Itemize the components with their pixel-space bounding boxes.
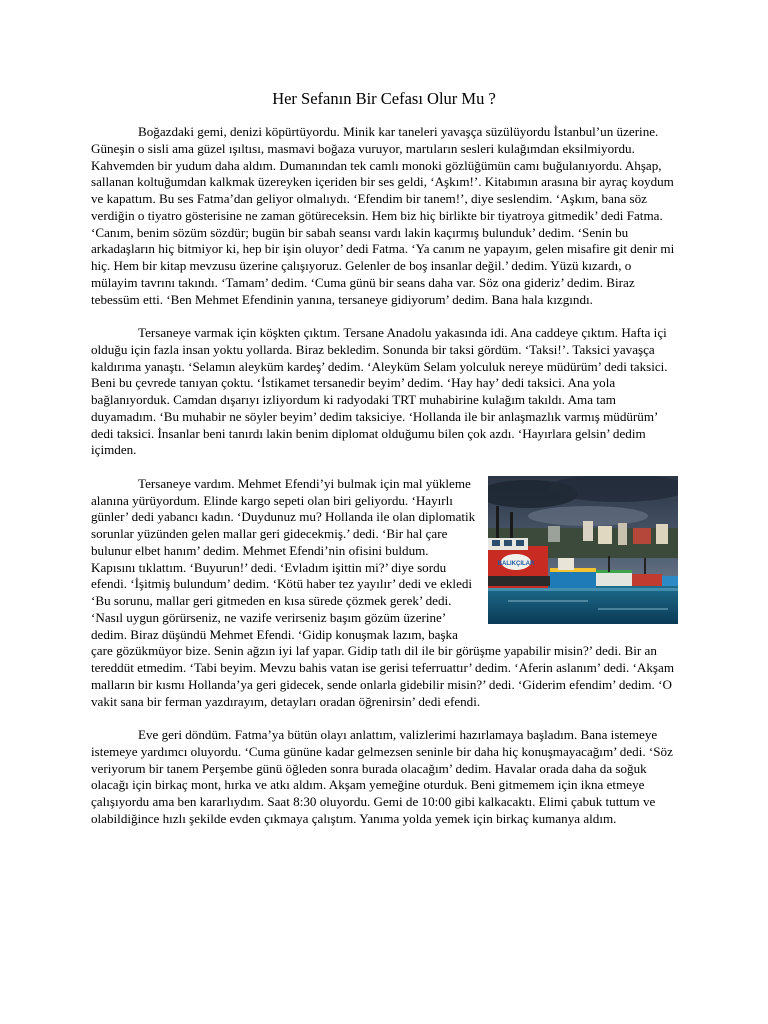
document-body [91,124,678,828]
paragraph-4: Eve geri döndüm. Fatma’ya bütün olayı anlattım, valizlerimi hazırlamaya başladım. Bana istemeye istemeye yardımcı oluyordu. ‘Cuma gününe kadar gelmezsen seninle bir daha hiç konuşmayacağım’ dedi. ‘Söz veriyorum bir tanem Perşembe günü öğleden sonra burada olacağım’ dedim. Havalar orada daha da soğuk olacağı için birkaç mont, hırka ve atkı aldım. Akşam yemeğine oturduk. Beni gitmemem için ikna etmeye çalışıyordu ama ben kararlıydım. Saat 8:30 oluyordu. Gemi de 10:00 gibi kalkacaktı. Elimi çabuk tuttum ve olabildiğince hızlı şekilde evden çıkmaya çalıştım. Yanıma yolda yemek için birkaç kumanya aldım. [91,727,673,826]
document-title: Her Sefanın Bir Cefası Olur Mu ? [272,89,496,108]
boat-sign-text: BALIKÇILAR [497,560,535,567]
harbor-boat-photo [488,476,678,624]
paragraph-3: Tersaneye vardım. Mehmet Efendi’yi bulmak için mal yükleme alanına yürüyordum. Elinde kargo sepeti olan biri geliyordu. ‘Hayırlı günler’ dedi yabancı kadın. ‘Duydunuz mu? Hollanda ile olan diplomatik sorunlar yüzünden gelen mallar geri gidecekmiş.’ dedi. ‘Bir hal çare bulunur elbet hanım’ dedim. Mehmet Efendi’nin ofisini buldum. Kapısını tıklattım. ‘Buyurun!’ dedi. ‘Evladım işittin mi?’ diye sordu efendi. ‘İşitmiş bulundum’ dedim. ‘Kötü haber tez yayılır’ dedi ve ekledi ‘Bu sorunu, mallar geri gitmeden en kısa sürede çözmek gerek’ dedi. ‘Nasıl uygun görürseniz, ne vazife verirseniz başım gözüm üzerine’ dedim. Biraz düşündü Mehmet Efendi. ‘Gidip konuşmak lazım, başka çare gözükmüyor bize. Senin ağzın iyi laf yapar. Gidip tatlı dil ile bir görüşme yapabilir misin?’ dedi. Bir an tereddüt etmedim. ‘Tabi beyim. Mevzu bahis vatan ise gerisi teferruattır’ dedim. ‘Aferin aslanım’ dedi. ‘Akşam malların bir kısmı Hollanda’ya geri gidecek, sende onlarla gidebilir misin?’ dedi. ‘Giderim efendim’ dedim. ‘O vakit sana bir ferman yazdırayım, detayları oradan öğrenirsin’ dedi efendi. [91,475,675,709]
paragraph-1: Boğazdaki gemi, denizi köpürtüyordu. Minik kar taneleri yavaşça süzülüyordu İstanbul’un üzerine. Güneşin o sisli ama güzel ışıltısı, masmavi boğaza vuruyor, martıların sesleri kulağımdan eksilmiyordu. Kahvemden bir yudum daha aldım. Dumanından tek camlı monoki gözlüğümün camı buğulanıyordu. Ahşap, sallanan koltuğumdan kalkmak üzereyken içeriden bir ses geldi, ‘Aşkım!’. Kitabımın arasına bir ayraç koydum ve kapattım. Bu ses Fatma’dan geliyor olmalıydı. ‘Efendim bir tanem!’, diye seslendim. ‘Aşkım, bana söz verdiğin o tiyatro gösterisine ne zaman götüreceksin. Hem biz hiç birlikte bir tiyatroya gitmedik’ dedi Fatma. ‘Canım, benim sözüm sözdür; bugün bir sabah seansı vardı lakin kaçırmış bulunduk’ dedim. ‘Senin bu arkadaşların hiç bitmiyor ki, hep bir işin oluyor’ dedi Fatma. ‘Ya canım ne yapayım, gelen misafire git denir mi hiç. Hem bir kitap mevzusu üzerine çalışıyoruz. Gelenler de boş insanlar değil.’ dedim. Yüzü kızardı, o mülayim tavrını takındı. ‘Tamam’ dedim. ‘Cuma günü bir seans daha var. Söz ona gideriz’ dedim. Biraz tebessüm etti. ‘Ben Mehmet Efendinin yanına, tersaneye gidiyorum’ dedim. Bana hala kızgındı. [91,124,675,307]
paragraph-2: Tersaneye varmak için köşkten çıktım. Tersane Anadolu yakasında idi. Ana caddeye çıktım. Hafta içi olduğu için fazla insan yoktu yollarda. Biraz bekledim. Sonunda bir taksi gördüm. ‘Taksi!’. Taksici yavaşça kaldırıma yanaştı. ‘Selamın aleyküm kardeş’ dedim. ‘Aleyküm Selam yolculuk nereye müdürüm’ dedi taksici. Beni bu çevrede tanıyan çoktu. ‘İstikamet tersanedir beyim’ dedim. ‘Hay hay’ dedi taksici. Ana yola bağlanıyorduk. Camdan dışarıyı izliyordum ki radyodaki TRT muhabirine kulağım takıldı. Ama tam duyamadım. ‘Bu muhabir ne söyler beyim’ dedim taksiciye. ‘Hollanda ile bir anlaşmazlık varmış müdürüm’ dedi taksici. İnsanlar beni tanırdı lakin benim diplomat olduğumu bilen çok azdı. ‘Hayırlara gelsin’ dedim içimden. [91,325,668,458]
